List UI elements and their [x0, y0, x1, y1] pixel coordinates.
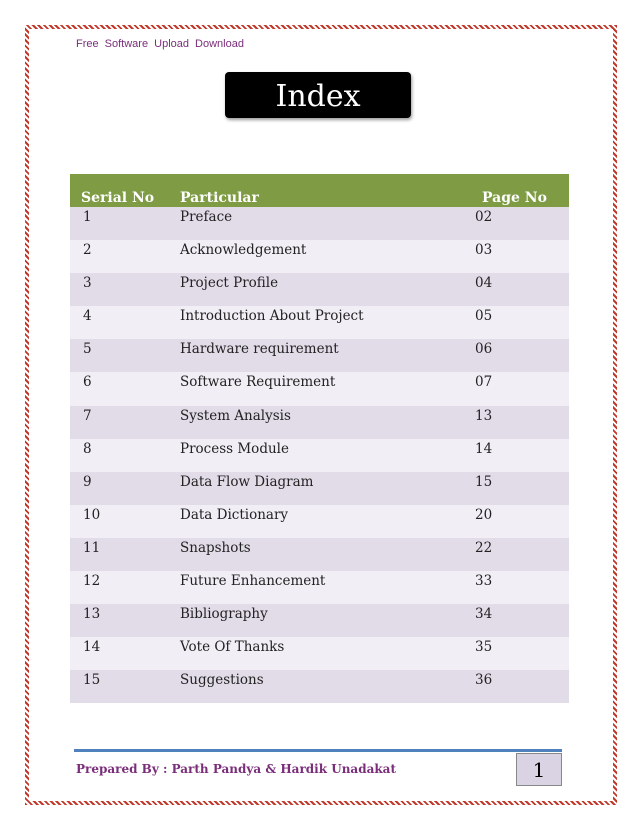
row-page: 02: [475, 209, 493, 225]
row-particular: Suggestions: [180, 672, 264, 689]
table-row: [70, 207, 569, 240]
row-serial: 8: [83, 440, 92, 457]
row-serial: 10: [83, 506, 101, 523]
header-page: Page No: [482, 190, 547, 206]
row-serial: 7: [83, 407, 92, 424]
table-row: [70, 604, 569, 637]
table-row: [70, 472, 569, 505]
row-serial: 9: [83, 473, 92, 490]
row-page: 36: [475, 672, 493, 689]
row-page: 14: [475, 440, 493, 457]
row-page: 05: [475, 308, 493, 325]
row-serial: 12: [83, 573, 101, 590]
row-page: 04: [475, 275, 493, 292]
row-page: 20: [475, 506, 493, 523]
table-row: [70, 505, 569, 538]
table-row: [70, 637, 569, 670]
row-particular: Project Profile: [180, 275, 279, 292]
table-row: [70, 538, 569, 571]
header-serial: Serial No: [81, 190, 155, 206]
row-serial: 14: [83, 639, 101, 656]
table-row: [70, 240, 569, 273]
table-row: [70, 406, 569, 439]
row-page: 07: [475, 374, 493, 391]
row-particular: System Analysis: [180, 407, 291, 424]
row-particular: Vote Of Thanks: [180, 639, 285, 656]
row-particular: Future Enhancement: [180, 573, 326, 590]
row-serial: 3: [83, 275, 92, 292]
row-particular: Data Flow Diagram: [180, 473, 314, 490]
row-serial: 5: [83, 341, 92, 358]
table-row: [70, 339, 569, 372]
row-page: 35: [475, 639, 493, 656]
header-particular: Particular: [180, 190, 259, 206]
footer-divider: [74, 749, 562, 752]
row-serial: 6: [83, 374, 92, 391]
row-particular: Acknowledgement: [180, 242, 307, 259]
row-serial: 13: [83, 606, 101, 623]
row-particular: Hardware requirement: [180, 341, 339, 358]
row-page: 03: [475, 242, 493, 259]
table-row: [70, 273, 569, 306]
row-serial: 11: [83, 539, 101, 556]
row-particular: Software Requirement: [180, 374, 336, 391]
index-table: [70, 174, 569, 703]
table-row: [70, 306, 569, 339]
row-serial: 2: [83, 242, 92, 259]
row-particular: Introduction About Project: [180, 308, 364, 325]
row-particular: Preface: [180, 209, 233, 225]
table-row: [70, 571, 569, 604]
row-particular: Bibliography: [180, 606, 268, 623]
row-page: 34: [475, 606, 493, 623]
table-body: [70, 207, 569, 703]
table-row: [70, 670, 569, 703]
row-particular: Data Dictionary: [180, 506, 289, 523]
table-row: [70, 372, 569, 405]
row-particular: Process Module: [180, 440, 289, 457]
row-page: 22: [475, 539, 493, 556]
footer-credit: Prepared By : Parth Pandya & Hardik Unadakat: [76, 762, 396, 776]
row-serial: 4: [83, 308, 92, 325]
row-serial: 15: [83, 672, 101, 689]
row-page: 06: [475, 341, 493, 358]
row-page: 13: [475, 407, 493, 424]
row-page: 33: [475, 573, 493, 590]
page-number: 1: [516, 753, 562, 786]
header-links: Free Software Upload Download: [76, 38, 244, 50]
table-row: [70, 439, 569, 472]
row-particular: Snapshots: [180, 539, 251, 556]
row-page: 15: [475, 473, 493, 490]
table-header: [70, 174, 569, 207]
index-title: Index: [225, 72, 411, 118]
row-serial: 1: [83, 209, 92, 225]
